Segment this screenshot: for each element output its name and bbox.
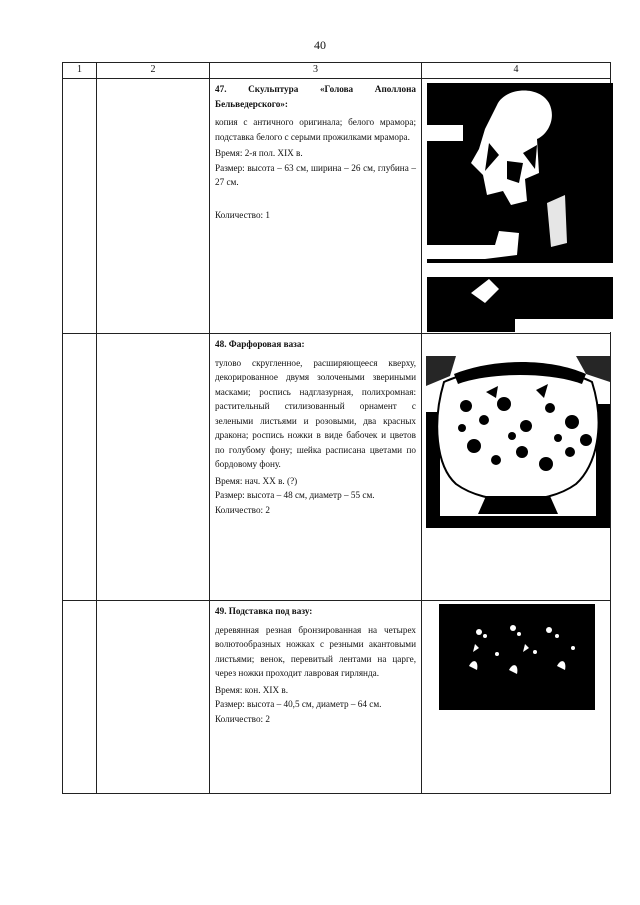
item-photo-cell: [422, 601, 611, 794]
cell-col1: [63, 79, 97, 334]
item-title: 49. Подставка под вазу:: [215, 606, 313, 616]
item-photo-cell: [422, 79, 611, 334]
item-title: 47. Скульптура «Голова Аполлона Бельведерского»:: [215, 84, 416, 109]
item-description: тулово скругленное, расширяющееся кверху, декорированное двумя золочеными звериными масками; роспись надглазурная, полихромная: растительный стилизованный орнамент с зелеными листьями и розовыми, два красных дракона; роспись ножки в виде бабочек и цветов по голубому фону; шейка расписана цветами по бордовому фону.: [215, 357, 416, 470]
item-size: Размер: высота – 40,5 см, диаметр – 64 см.: [215, 699, 382, 710]
item-photo-cell: [422, 334, 611, 601]
column-header: 2: [97, 63, 210, 79]
table-row: [63, 334, 611, 601]
inventory-table: [62, 62, 611, 794]
column-header: 3: [210, 63, 422, 79]
sculpture-photo-icon: [427, 83, 613, 332]
cell-col1: [63, 601, 97, 794]
cell-col2: [97, 79, 210, 334]
item-title: 48. Фарфоровая ваза:: [215, 339, 305, 349]
cell-col2: [97, 334, 210, 601]
item-time: Время: 2-я пол. XIX в.: [215, 148, 303, 159]
item-quantity: Количество: 2: [215, 504, 270, 515]
item-description-cell: [210, 334, 422, 601]
vase-photo-icon: [426, 356, 610, 528]
item-time: Время: кон. XIX в.: [215, 684, 289, 695]
item-quantity: Количество: 2: [215, 713, 270, 724]
table-row: [63, 79, 611, 334]
item-description-cell: [210, 79, 422, 334]
item-quantity: Количество: 1: [215, 209, 270, 220]
item-description: копия с античного оригинала; белого мрамора; подставка белого с серыми прожилками мрамора.: [215, 117, 416, 142]
item-description-cell: [210, 601, 422, 794]
table-header-row: [63, 63, 611, 79]
item-size: Размер: высота – 48 см, диаметр – 55 см.: [215, 490, 375, 501]
cell-col1: [63, 334, 97, 601]
column-header: 1: [63, 63, 97, 79]
page-number: 40: [314, 38, 326, 52]
table-row: [63, 601, 611, 794]
item-size: Размер: высота – 63 см, ширина – 26 см, глубина – 27 см.: [215, 162, 416, 188]
item-time: Время: нач. XX в. (?): [215, 475, 298, 486]
cell-col2: [97, 601, 210, 794]
item-description: деревянная резная бронзированная на четырех волютообразных ножках с резными акантовыми листьями; венок, перевитый лентами на царге, через ножки проходит лавровая гирлянда.: [215, 624, 416, 679]
stand-photo-icon: [439, 604, 595, 710]
column-header: 4: [422, 63, 611, 79]
